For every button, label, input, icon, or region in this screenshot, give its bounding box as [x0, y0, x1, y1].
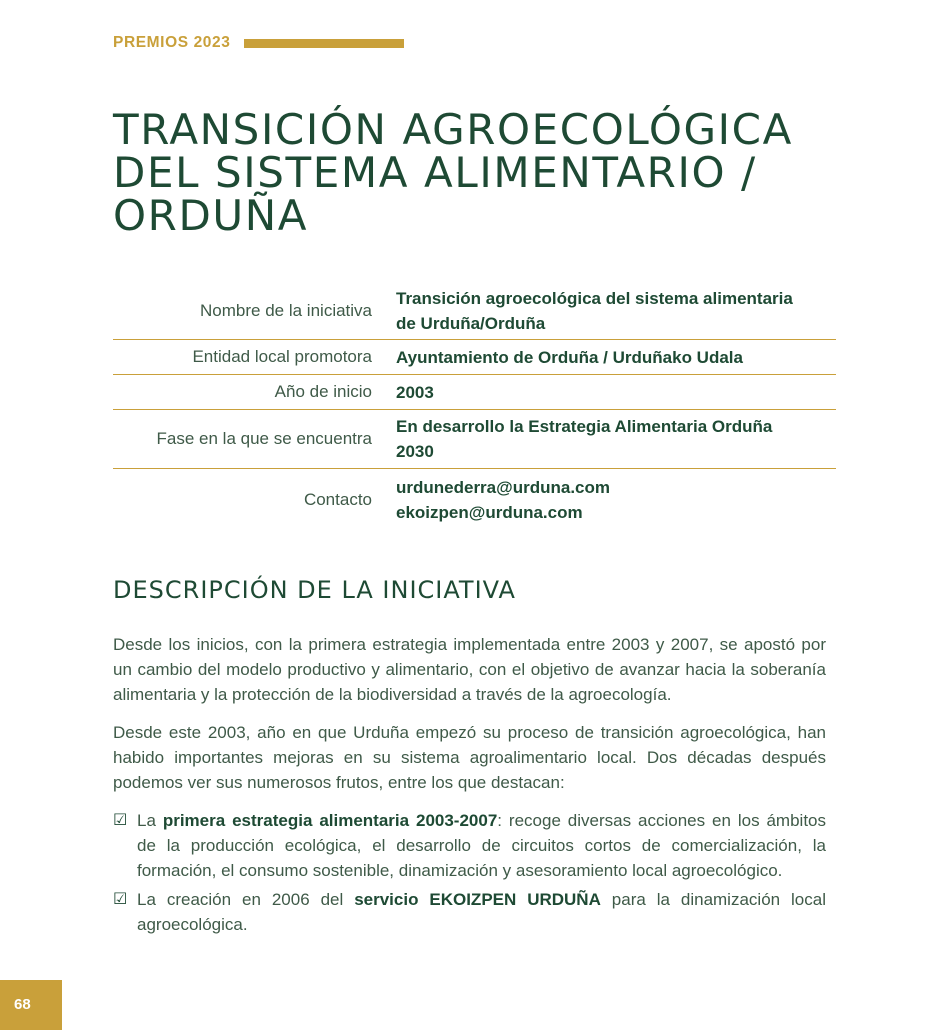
info-row	[113, 283, 836, 340]
info-table	[113, 283, 836, 531]
contact-email[interactable]: ekoizpen@urduna.com	[396, 503, 583, 522]
header-rule	[244, 39, 404, 48]
info-row	[113, 469, 836, 531]
bullet-text: : recoge diversas acciones en los ámbitos de la producción ecológica, el desarrollo de circuitos cortos de comercialización, la formación, el consumo sostenible, dinamización y asesoramiento local agroecológico.	[137, 811, 826, 880]
info-value	[396, 345, 836, 370]
list-item	[113, 887, 826, 937]
description	[113, 632, 826, 941]
info-value	[396, 286, 836, 336]
info-value	[396, 414, 836, 464]
checkbox-icon: ☑	[113, 891, 128, 908]
info-label: Año de inicio	[274, 382, 372, 401]
bullet-bold: primera estrategia alimentaria 2003-2007	[162, 811, 498, 830]
paragraph: Desde este 2003, año en que Urduña empezó su proceso de transición agroecológica, han habido importantes mejoras en su sistema agroalimentario local. Dos décadas después podemos ver sus numerosos frutos, entre los que destacan:	[113, 723, 826, 792]
info-value	[396, 380, 836, 405]
page-title: TRANSICIÓN AGROECOLÓGICA DEL SISTEMA ALIMENTARIO / ORDUÑA	[113, 105, 793, 240]
info-value-line: 2030	[396, 442, 434, 461]
info-value-line: Transición agroecológica del sistema alimentaria	[396, 289, 793, 308]
list-item	[113, 808, 826, 883]
info-value-line: En desarrollo la Estrategia Alimentaria Orduña	[396, 417, 773, 436]
info-row	[113, 375, 836, 410]
paragraph: Desde los inicios, con la primera estrategia implementada entre 2003 y 2007, se apostó por un cambio del modelo productivo y alimentario, con el objetivo de avanzar hacia la soberanía alimentaria y la protección de la biodiversidad a través de la agroecología.	[113, 635, 826, 704]
bullet-bold: servicio EKOIZPEN URDUÑA	[354, 890, 601, 909]
bullet-text: para la dinamización local agroecológica.	[137, 890, 826, 934]
info-label: Fase en la que se encuentra	[156, 429, 372, 448]
header-label: PREMIOS 2023	[113, 34, 231, 51]
checkbox-icon: ☑	[113, 812, 128, 829]
info-row	[113, 340, 836, 375]
contact-email[interactable]: urdunederra@urduna.com	[396, 478, 610, 497]
info-row	[113, 410, 836, 469]
section-title: DESCRIPCIÓN DE LA INICIATIVA	[113, 576, 516, 604]
info-label: Contacto	[303, 490, 372, 509]
bullet-list	[113, 808, 826, 937]
bullet-text: La creación en 2006 del	[137, 890, 355, 909]
header	[113, 34, 404, 52]
info-label: Nombre de la iniciativa	[200, 301, 372, 320]
bullet-text: La	[137, 811, 163, 830]
info-value-line: Ayuntamiento de Orduña / Urduñako Udala	[396, 347, 743, 367]
page-number-box	[0, 980, 62, 1030]
info-label: Entidad local promotora	[192, 347, 372, 366]
info-value	[396, 475, 836, 525]
page-number: 68	[14, 996, 31, 1013]
info-value-line: 2003	[396, 382, 434, 402]
info-value-line: de Urduña/Orduña	[396, 314, 546, 333]
